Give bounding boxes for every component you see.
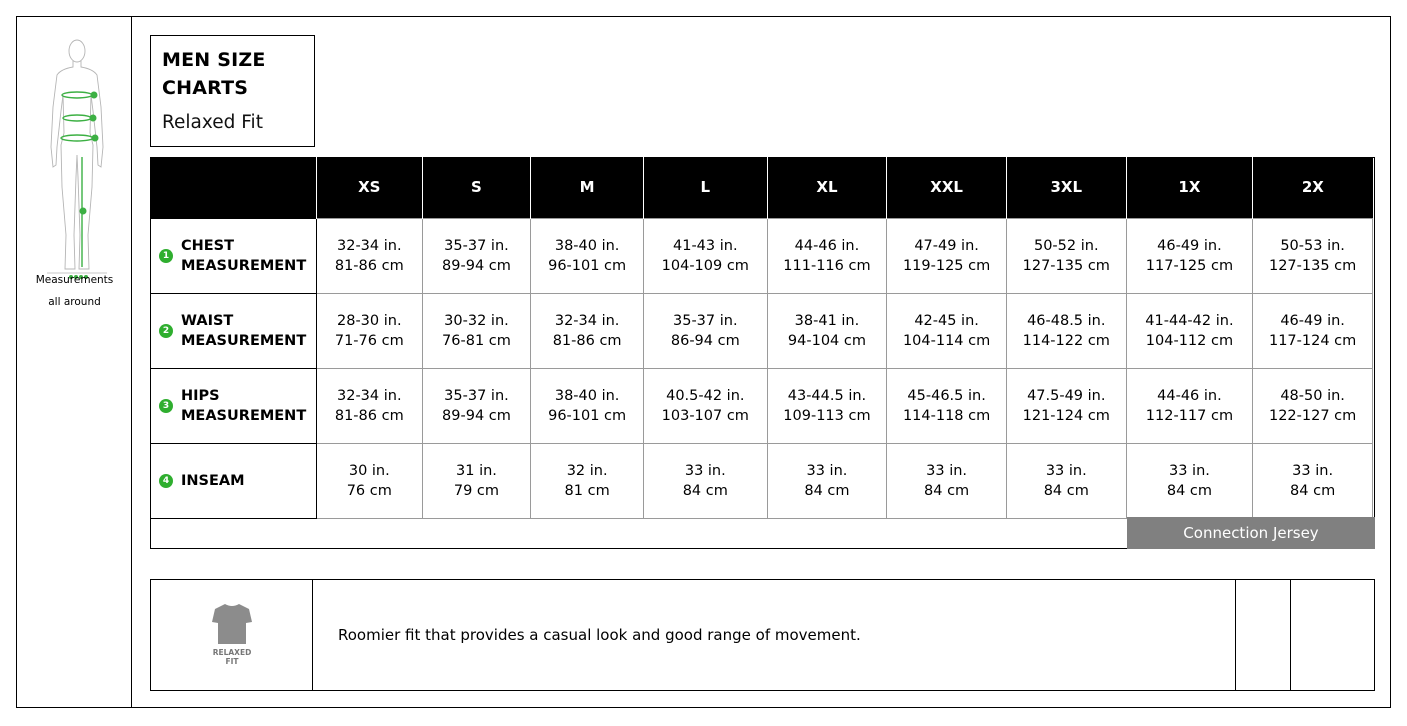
size-header: S: [422, 157, 531, 218]
cm-value: 81-86 cm: [334, 257, 404, 274]
inches-value: 41-44-42 in.: [1145, 312, 1234, 329]
cm-value: 76 cm: [346, 482, 392, 499]
size-cell: [887, 218, 1007, 293]
cm-value: 84 cm: [804, 482, 850, 499]
inches-value: 50-53 in.: [1280, 237, 1345, 254]
cm-value: 104-109 cm: [661, 257, 749, 274]
size-header: XL: [767, 157, 887, 218]
size-cell: [531, 293, 644, 368]
inches-value: 48-50 in.: [1280, 387, 1345, 404]
size-header: 1X: [1126, 157, 1253, 218]
measurements-note-line1: Measurements: [35, 274, 114, 286]
size-cell: [422, 368, 531, 443]
fit-icon-label-line2: FIT: [225, 657, 239, 666]
size-cell: [1006, 443, 1126, 518]
size-chart-frame: [16, 16, 1391, 708]
size-cell: [767, 218, 887, 293]
inches-value: 41-43 in.: [673, 237, 738, 254]
header-corner: [151, 157, 317, 218]
inches-value: 32-34 in.: [554, 312, 620, 329]
chart-title-line1: MEN SIZE: [162, 49, 266, 71]
cm-value: 117-124 cm: [1268, 332, 1357, 349]
size-cell: [1253, 293, 1373, 368]
inches-value: 33 in.: [1168, 462, 1210, 479]
measurement-number-badge: 4: [159, 474, 173, 488]
relaxed-fit-jersey-icon: [211, 602, 253, 646]
inches-value: 47-49 in.: [914, 237, 979, 254]
cm-value: 84 cm: [1290, 482, 1336, 499]
cm-value: 71-76 cm: [334, 332, 404, 349]
size-cell: [1253, 368, 1373, 443]
size-cell: [422, 293, 531, 368]
size-cell: [887, 293, 1007, 368]
inches-value: 46-49 in.: [1280, 312, 1345, 329]
inches-value: 50-52 in.: [1033, 237, 1099, 254]
empty-cell: [1291, 580, 1374, 690]
inches-value: 42-45 in.: [914, 312, 979, 329]
cm-value: 127-135 cm: [1268, 257, 1357, 274]
measurement-sidebar: [17, 17, 132, 707]
cm-value: 104-114 cm: [902, 332, 991, 349]
cm-value: 84 cm: [1043, 482, 1089, 499]
inches-value: 28-30 in.: [337, 312, 402, 329]
size-cell: [531, 218, 644, 293]
size-cell: [767, 293, 887, 368]
row-label-line2: MEASUREMENT: [181, 332, 307, 349]
row-header: [151, 443, 317, 518]
row-label: [181, 386, 306, 426]
row-header: [151, 293, 317, 368]
fit-icon-cell: [151, 580, 313, 690]
cm-value: 96-101 cm: [548, 257, 627, 274]
row-header-content: [159, 386, 316, 426]
size-cell: [767, 443, 887, 518]
size-table-wrapper: [150, 157, 1375, 549]
inches-value: 38-40 in.: [554, 387, 620, 404]
measurement-number-badge: 2: [159, 324, 173, 338]
size-cell: [1253, 443, 1373, 518]
inches-value: 46-49 in.: [1157, 237, 1222, 254]
empty-cell: [1236, 580, 1291, 690]
cm-value: 111-116 cm: [783, 257, 871, 274]
size-cell: [1006, 218, 1126, 293]
cm-value: 81 cm: [564, 482, 610, 499]
size-cell: [316, 293, 422, 368]
size-header: 2X: [1253, 157, 1373, 218]
cm-value: 112-117 cm: [1145, 407, 1234, 424]
row-header-content: [159, 471, 316, 491]
cm-value: 79 cm: [453, 482, 500, 499]
row-label-line1: INSEAM: [181, 472, 245, 489]
cm-value: 96-101 cm: [548, 407, 627, 424]
inches-value: 33 in.: [684, 462, 726, 479]
inches-value: 33 in.: [926, 462, 968, 479]
chart-title-box: [150, 35, 315, 147]
inches-value: 45-46.5 in.: [907, 387, 986, 404]
fit-icon-label: [151, 648, 313, 666]
size-cell: [1253, 218, 1373, 293]
cm-value: 89-94 cm: [442, 257, 511, 274]
inches-value: 32-34 in.: [337, 387, 402, 404]
cm-value: 84 cm: [1166, 482, 1213, 499]
size-cell: [1126, 293, 1253, 368]
inches-value: 38-41 in.: [794, 312, 860, 329]
inches-value: 35-37 in.: [444, 237, 509, 254]
row-label: [181, 471, 245, 491]
chart-title-line2: CHARTS: [162, 77, 249, 99]
size-cell: [316, 443, 422, 518]
size-cell: [643, 293, 767, 368]
inches-value: 35-37 in.: [673, 312, 738, 329]
cm-value: 104-112 cm: [1145, 332, 1234, 349]
inches-value: 32 in.: [566, 462, 608, 479]
size-cell: [422, 218, 531, 293]
size-table: [150, 157, 1373, 519]
measurement-row: [151, 443, 1373, 518]
size-header: XXL: [887, 157, 1007, 218]
row-label: [181, 311, 306, 351]
body-figure-icon: [47, 37, 107, 285]
inches-value: 44-46 in.: [794, 237, 860, 254]
size-cell: [1126, 218, 1253, 293]
cm-value: 81-86 cm: [552, 332, 622, 349]
measurement-row: [151, 218, 1373, 293]
row-label-line2: MEASUREMENT: [181, 257, 307, 274]
size-cell: [1126, 443, 1253, 518]
row-header-content: [159, 236, 316, 276]
size-cell: [887, 443, 1007, 518]
row-header-content: [159, 311, 316, 351]
inches-value: 30 in.: [348, 462, 390, 479]
measurements-note-line2: all around: [48, 296, 101, 308]
inches-value: 38-40 in.: [554, 237, 620, 254]
row-label-line1: WAIST: [181, 312, 234, 329]
size-cell: [1006, 293, 1126, 368]
cm-value: 86-94 cm: [670, 332, 740, 349]
cm-value: 122-127 cm: [1268, 407, 1357, 424]
cm-value: 127-135 cm: [1022, 257, 1110, 274]
size-header: L: [643, 157, 767, 218]
cm-value: 114-122 cm: [1022, 332, 1110, 349]
cm-value: 121-124 cm: [1022, 407, 1110, 424]
inches-value: 35-37 in.: [444, 387, 509, 404]
size-header: XS: [316, 157, 422, 218]
fit-icon-label-line1: RELAXED: [212, 648, 252, 657]
size-cell: [316, 368, 422, 443]
cm-value: 117-125 cm: [1145, 257, 1234, 274]
inches-value: 43-44.5 in.: [787, 387, 867, 404]
inches-value: 46-48.5 in.: [1027, 312, 1106, 329]
cm-value: 84 cm: [924, 482, 970, 499]
size-cell: [531, 368, 644, 443]
measurement-number-badge: 1: [159, 249, 173, 263]
size-cell: [767, 368, 887, 443]
measurement-number-badge: 3: [159, 399, 173, 413]
measurement-row: [151, 293, 1373, 368]
size-cell: [643, 443, 767, 518]
cm-value: 119-125 cm: [902, 257, 991, 274]
cm-value: 103-107 cm: [661, 407, 749, 424]
inches-value: 32-34 in.: [337, 237, 402, 254]
row-label-line1: CHEST: [181, 237, 235, 254]
size-cell: [1126, 368, 1253, 443]
inches-value: 33 in.: [806, 462, 848, 479]
size-cell: [643, 218, 767, 293]
cm-value: 94-104 cm: [787, 332, 866, 349]
cm-value: 84 cm: [682, 482, 728, 499]
inches-value: 30-32 in.: [444, 312, 509, 329]
row-label: [181, 236, 306, 276]
inches-value: 33 in.: [1292, 462, 1334, 479]
size-header: 3XL: [1006, 157, 1126, 218]
inches-value: 40.5-42 in.: [666, 387, 745, 404]
fit-description: Roomier fit that provides a casual look and good range of movement.: [313, 580, 1236, 690]
size-header-row: [151, 157, 1373, 218]
cm-value: 89-94 cm: [442, 407, 511, 424]
connection-jersey-label: Connection Jersey: [1127, 517, 1375, 549]
fit-description-panel: [150, 579, 1375, 691]
measurement-row: [151, 368, 1373, 443]
inches-value: 31 in.: [456, 462, 497, 479]
fit-subtitle: Relaxed Fit: [162, 112, 263, 133]
size-cell: [316, 218, 422, 293]
row-header: [151, 368, 317, 443]
row-header: [151, 218, 317, 293]
cm-value: 114-118 cm: [902, 407, 991, 424]
size-cell: [1006, 368, 1126, 443]
chart-title: [162, 46, 314, 102]
cm-value: 76-81 cm: [442, 332, 511, 349]
size-header: M: [531, 157, 644, 218]
inches-value: 47.5-49 in.: [1027, 387, 1106, 404]
size-cell: [887, 368, 1007, 443]
size-cell: [422, 443, 531, 518]
measurements-note: [17, 269, 132, 313]
size-cell: [643, 368, 767, 443]
inches-value: 33 in.: [1045, 462, 1087, 479]
row-label-line2: MEASUREMENT: [181, 407, 307, 424]
cm-value: 109-113 cm: [783, 407, 871, 424]
inches-value: 44-46 in.: [1157, 387, 1222, 404]
cm-value: 81-86 cm: [334, 407, 404, 424]
size-cell: [531, 443, 644, 518]
row-label-line1: HIPS: [181, 387, 220, 404]
